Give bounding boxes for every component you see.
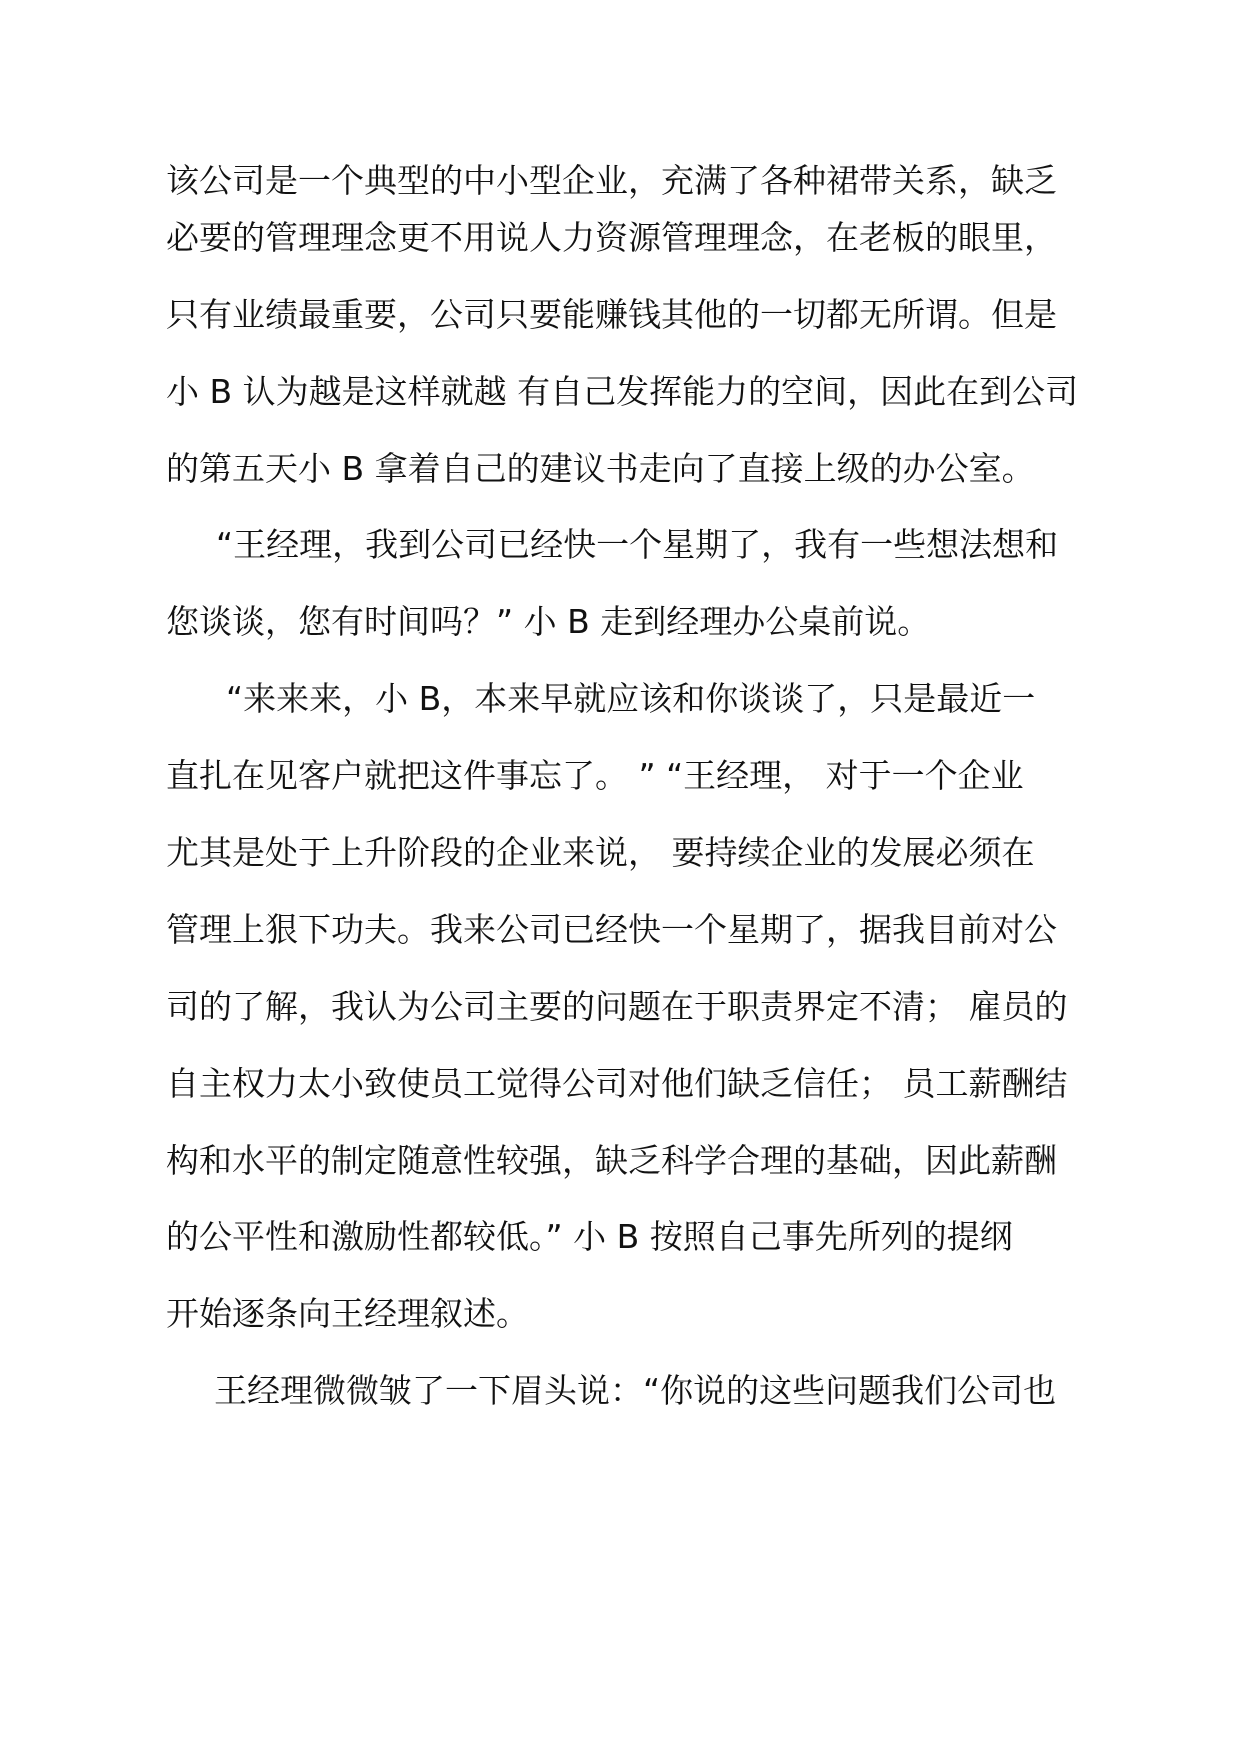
text-line: 构和水平的制定随意性较强，缺乏科学合理的基础，因此薪酬: [166, 1141, 1057, 1180]
text-line: 自主权力太小致使员工觉得公司对他们缺乏信任； 员工薪酬结: [166, 1064, 1068, 1103]
text-line: 只有业绩最重要，公司只要能赚钱其他的一切都无所谓。但是: [166, 295, 1057, 334]
text-line: 必要的管理理念更不用说人力资源管理理念，在老板的眼里，: [166, 218, 1057, 257]
text-line: “来来来，小 B，本来早就应该和你谈谈了，只是最近一: [226, 679, 1036, 718]
text-line: 管理上狠下功夫。我来公司已经快一个星期了，据我目前对公: [166, 910, 1057, 949]
text-line: 开始逐条向王经理叙述。: [166, 1294, 529, 1333]
text-line: 王经理微微皱了一下眉头说：“你说的这些问题我们公司也: [214, 1371, 1057, 1410]
text-line: 的公平性和激励性都较低。” 小 B 按照自己事先所列的提纲: [166, 1217, 1013, 1256]
text-line: 的第五天小 B 拿着自己的建议书走向了直接上级的办公室。: [166, 449, 1035, 488]
text-line: 司的了解，我认为公司主要的问题在于职责界定不清； 雇员的: [166, 987, 1068, 1026]
text-line: 小 B 认为越是这样就越 有自己发挥能力的空间，因此在到公司: [166, 372, 1079, 411]
text-line: 您谈谈，您有时间吗？” 小 B 走到经理办公桌前说。: [166, 602, 931, 641]
text-line: 尤其是处于上升阶段的企业来说， 要持续企业的发展必须在: [166, 833, 1035, 872]
text-line: 直扎在见客户就把这件事忘了。 ” “王经理， 对于一个企业: [166, 756, 1024, 795]
text-line: 该公司是一个典型的中小型企业，充满了各种裙带关系，缺乏: [166, 161, 1057, 200]
text-line: “王经理，我到公司已经快一个星期了，我有一些想法想和: [216, 525, 1059, 564]
